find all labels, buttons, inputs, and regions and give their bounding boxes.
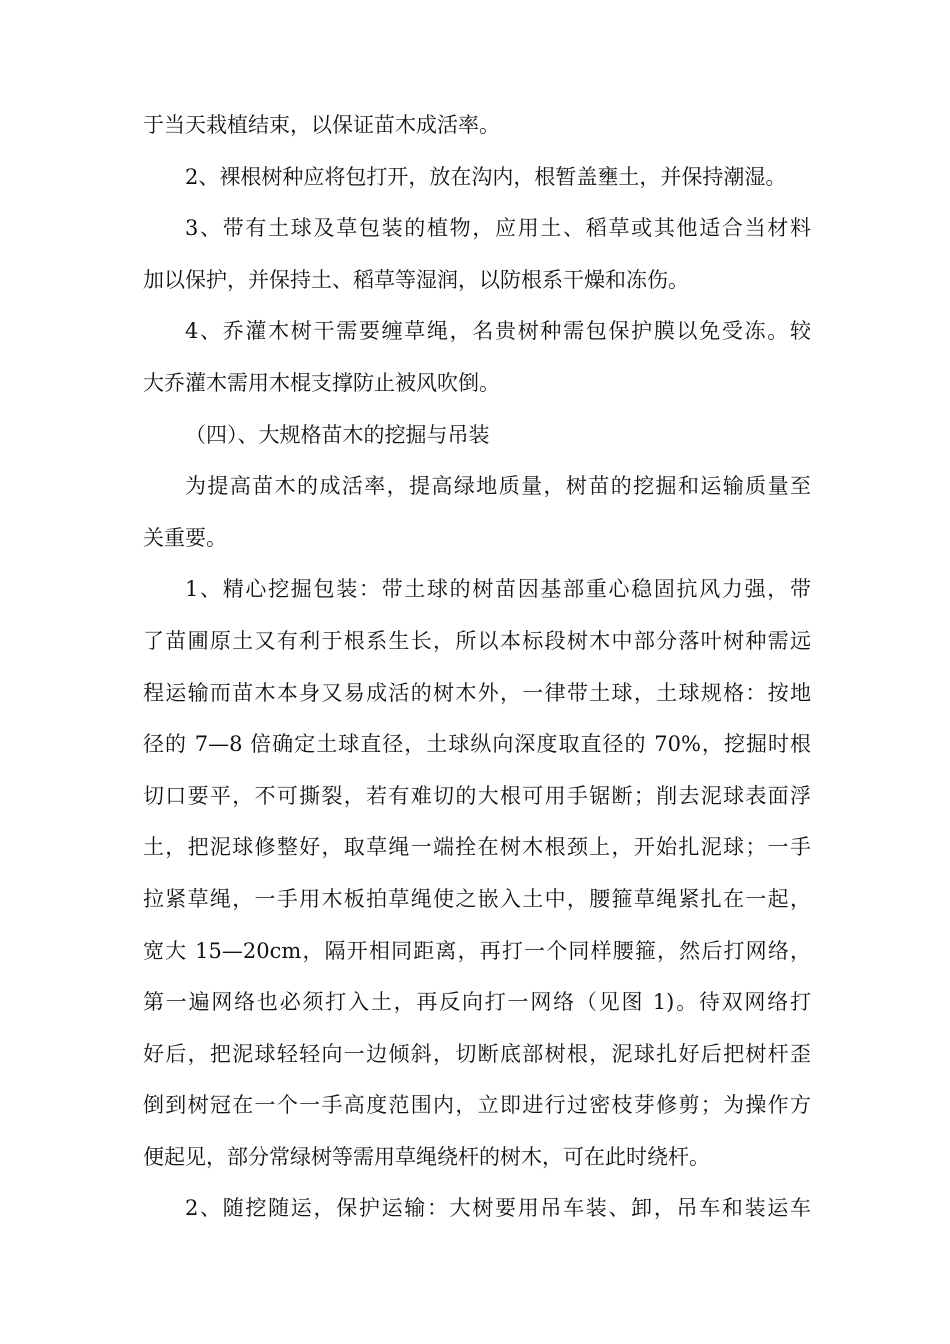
paragraph-first-line: 2、裸根树种应将包打开，放在沟内，根暂盖壅土，并保持潮湿。	[185, 164, 787, 189]
text-line: 第一遍网络也必须打入土，再反向打一网络（见图 1)。待双网络打	[143, 990, 811, 1015]
text-line: 拉紧草绳，一手用木板拍草绳使之嵌入土中，腰箍草绳紧扎在一起，	[143, 886, 811, 911]
text-line: 土，把泥球修整好，取草绳一端拴在树木根颈上，开始扎泥球；一手	[143, 835, 811, 860]
text-line: 径的 7—8 倍确定土球直径，土球纵向深度取直径的 70%，挖掘时根	[143, 732, 811, 757]
text-line: 于当天栽植结束，以保证苗木成活率。	[143, 113, 500, 137]
paragraph-first-line: 为提高苗木的成活率，提高绿地质量，树苗的挖掘和运输质量至	[185, 474, 811, 499]
section-heading: （四）、大规格苗木的挖掘与吊装	[185, 422, 490, 447]
text-line: 切口要平，不可撕裂，若有难切的大根可用手锯断；削去泥球表面浮	[143, 783, 811, 808]
text-line: 好后，把泥球轻轻向一边倾斜，切断底部树根，泥球扎好后把树杆歪	[143, 1041, 811, 1066]
text-line: 大乔灌木需用木棍支撑防止被风吹倒。	[143, 370, 500, 395]
paragraph-first-line: 2、随挖随运，保护运输：大树要用吊车装、卸，吊车和装运车	[185, 1196, 811, 1221]
text-line: 宽大 15—20cm，隔开相同距离，再打一个同样腰箍，然后打网络，	[143, 938, 811, 963]
paragraph-first-line: 4、乔灌木树干需要缠草绳，名贵树种需包保护膜以免受冻。较	[185, 319, 811, 344]
text-line: 倒到树冠在一个一手高度范围内，立即进行过密枝芽修剪；为操作方	[143, 1093, 811, 1118]
text-line: 了苗圃原土又有利于根系生长，所以本标段树木中部分落叶树种需远	[143, 628, 811, 653]
body-text	[143, 104, 811, 1239]
text-line: 便起见，部分常绿树等需用草绳绕杆的树木，可在此时绕杆。	[143, 1144, 710, 1169]
text-line: 加以保护，并保持土、稻草等湿润，以防根系干燥和冻伤。	[143, 267, 689, 292]
text-line: 关重要。	[143, 525, 227, 550]
paragraph-first-line: 3、带有土球及草包装的植物，应用土、稻草或其他适合当材料	[185, 216, 811, 241]
text-line: 程运输而苗木本身又易成活的树木外，一律带土球，土球规格：按地	[143, 680, 811, 705]
paragraph-first-line: 1、精心挖掘包装：带土球的树苗因基部重心稳固抗风力强，带	[185, 577, 811, 602]
